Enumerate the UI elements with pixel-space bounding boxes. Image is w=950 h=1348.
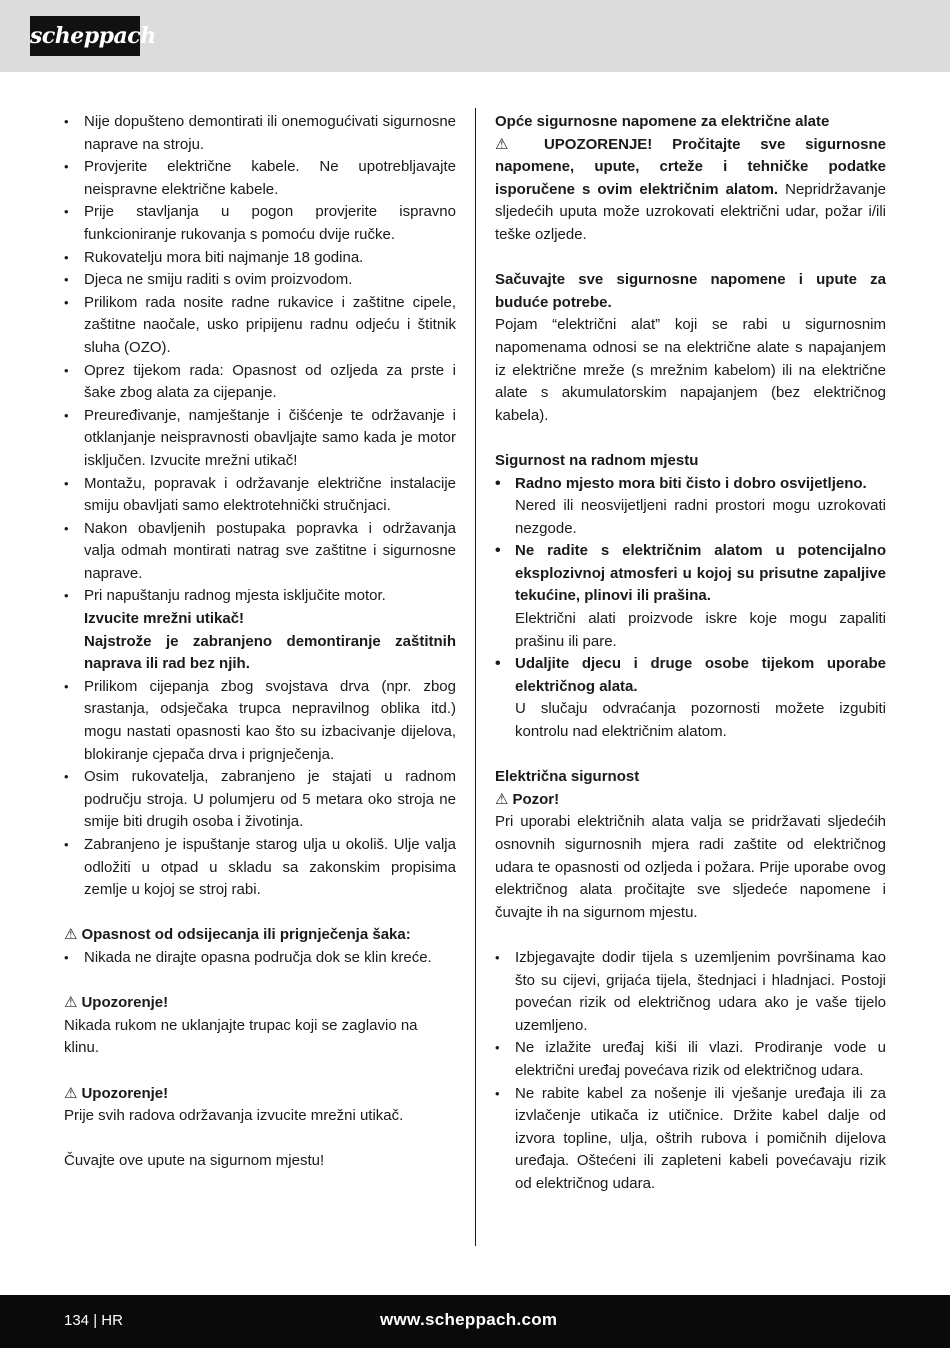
list-item: • Izbjegavajte dodir tijela s uzemljenim površinama kao što su cijevi, grijaća tijela, štednjaci i hladnjaci. Postoji povećan rizik od električnog udara ako je vaše tijelo uzemljeno. bbox=[495, 947, 886, 1037]
prohibition-text: Najstrože je zabranjeno demontiranje zaštitnih naprava ili rad bez njih. bbox=[84, 632, 456, 673]
warning-triangle-icon: ⚠ bbox=[64, 926, 78, 944]
electric-safety-heading: Električna sigurnost bbox=[495, 768, 640, 786]
list-item: • Udaljite djecu i druge osobe tijekom uporabe električnog alata. U slučaju odvraćanja pozornosti možete izgubiti kontrolu nad električnim alatom. bbox=[495, 653, 886, 743]
list-item: • Montažu, popravak i održavanje električne instalacije smiju obavljati samo elektrotehnički stručnjaci. bbox=[64, 473, 456, 518]
list-item: • Nije dopušteno demontirati ili onemogućivati sigurnosne naprave na stroju. bbox=[64, 111, 456, 156]
caution-heading: ⚠ Pozor! bbox=[495, 790, 560, 808]
list-item: • Provjerite električne kabele. Ne upotrebljavajte neispravne električne kabele. bbox=[64, 156, 456, 201]
keep-instructions-text: Čuvajte ove upute na sigurnom mjestu! bbox=[64, 1152, 325, 1170]
power-tool-definition: Pojam “električni alat” koji se rabi u sigurnosnim napomenama odnosi se na električne alate s napajanjem iz električne mreže (s mrežnim kabelom) ili na električne alate s akumulatorskim napajanjem (bez električnog kabela). bbox=[495, 316, 886, 424]
danger-list bbox=[64, 947, 456, 970]
unplug-text: Izvucite mrežni utikač! bbox=[84, 610, 245, 628]
warning-triangle-icon: ⚠ bbox=[64, 1084, 78, 1102]
list-item: • Oprez tijekom rada: Opasnost od ozljeda za prste i šake zbog alata za cijepanje. bbox=[64, 360, 456, 405]
electric-safety-list bbox=[495, 947, 886, 1196]
safety-bullet-list bbox=[64, 111, 456, 902]
list-item: • Rukovatelju mora biti najmanje 18 godina. bbox=[64, 247, 456, 270]
danger-heading: ⚠ Opasnost od odsijecanja ili prignječenja šaka: bbox=[64, 926, 411, 944]
workplace-heading: Sigurnost na radnom mjestu bbox=[495, 451, 699, 469]
warning-text: Nikada rukom ne uklanjajte trupac koji se zaglavio na klinu. bbox=[64, 1016, 418, 1057]
list-item: • Preuređivanje, namještanje i čišćenje te održavanje i otklanjanje neispravnosti obavljajte samo kada je motor isključen. Izvucite mrežni utikač! bbox=[64, 405, 456, 473]
motor-text: Pri napuštanju radnog mjesta isključite motor. bbox=[84, 587, 386, 605]
list-item: • Ne izlažite uređaj kiši ili vlazi. Prodiranje vode u električni uređaj povećava rizik od električnog udara. bbox=[495, 1037, 886, 1082]
column-divider bbox=[475, 108, 476, 1246]
workplace-list bbox=[495, 473, 886, 744]
warning-triangle-icon: ⚠ bbox=[495, 790, 509, 808]
left-column bbox=[64, 111, 456, 1173]
list-item: • Osim rukovatelja, zabranjeno je stajati u radnom području stroja. U polumjeru od 5 metara oko stroja ne smije biti drugih osoba i životinja. bbox=[64, 766, 456, 834]
list-item: • Nakon obavljenih postupaka popravka i održavanja valja odmah montirati natrag sve zaštitne i sigurnosne naprave. bbox=[64, 518, 456, 586]
warning-text: Prije svih radova održavanja izvucite mrežni utikač. bbox=[64, 1107, 404, 1125]
list-item: • Zabranjeno je ispuštanje starog ulja u okoliš. Ulje valja odložiti u otpad u skladu sa zakonskim propisima zemlje u kojoj se stroj rabi. bbox=[64, 834, 456, 902]
list-item: • Prije stavljanja u pogon provjerite ispravno funkcioniranje rukovanja s pomoću dvije ručke. bbox=[64, 201, 456, 246]
list-item: • Nikada ne dirajte opasna područja dok se klin kreće. bbox=[64, 947, 456, 970]
warning-triangle-icon: ⚠ bbox=[495, 135, 544, 153]
general-warning: ⚠ UPOZORENJE! Pročitajte sve sigurnosne napomene, upute, crteže i tehničke podatke isporučene s ovim električnim alatom. Nepridržavanje sljedećih uputa može uzrokovati električni udar, požar i/ili teške ozljede. bbox=[495, 135, 887, 243]
warning-heading: ⚠ Upozorenje! bbox=[64, 1084, 169, 1102]
warning-triangle-icon: ⚠ bbox=[64, 994, 78, 1012]
save-instructions-heading: Sačuvajte sve sigurnosne napomene i upute za buduće potrebe. bbox=[495, 271, 886, 311]
list-item: • Ne rabite kabel za nošenje ili vješanje uređaja ili za izvlačenje utikača iz utičnice. Držite kabel dalje od izvora topline, ulja, oštrih rubova i pomičnih dijelova uređaja. Oštećeni ili zapleteni kabeli povećavaju rizik od električnog udara. bbox=[495, 1083, 886, 1196]
list-item-motor bbox=[64, 585, 456, 675]
list-item: • Prilikom cijepanja zbog svojstava drva (npr. zbog srastanja, odsječaka trupca nepravilnog oblika itd.) mogu nastati opasnosti kao što su izbacivanje dijelova, blokiranje cjepača drva i prignječenja. bbox=[64, 676, 456, 766]
right-column bbox=[495, 111, 886, 1196]
scheppach-logo: scheppach bbox=[30, 16, 140, 56]
electric-safety-text: Pri uporabi električnih alata valja se pridržavati sljedećih osnovnih sigurnosnih mjera radi zaštite od električnog udara te opasnosti od ozljeda i požara. Prije uporabe ovog električnog alata pročitajte sve sljedeće napomene i čuvajte ih na sigurnom mjestu. bbox=[495, 813, 886, 921]
header-bar bbox=[0, 0, 950, 72]
website-link[interactable]: www.scheppach.com bbox=[380, 1310, 558, 1329]
page-number: 134 | HR bbox=[64, 1312, 123, 1329]
general-heading: Opće sigurnosne napomene za električne alate bbox=[495, 113, 830, 130]
list-item: • Ne radite s električnim alatom u potencijalno eksplozivnoj atmosferi u kojoj su prisutne zapaljive tekućine, plinovi ili prašina. Električni alati proizvode iskre koje mogu zapaliti prašinu ili pare. bbox=[495, 540, 886, 653]
list-item: • Djeca ne smiju raditi s ovim proizvodom. bbox=[64, 269, 456, 292]
list-item: • Radno mjesto mora biti čisto i dobro osvijetljeno. Nered ili neosvijetljeni radni prostori mogu uzrokovati nezgode. bbox=[495, 473, 886, 541]
footer-bar bbox=[0, 1295, 950, 1348]
warning-heading: ⚠ Upozorenje! bbox=[64, 994, 169, 1012]
list-item: • Prilikom rada nosite radne rukavice i zaštitne cipele, zaštitne naočale, usko pripijenu radnu odjeću i štitnik sluha (OZO). bbox=[64, 292, 456, 360]
